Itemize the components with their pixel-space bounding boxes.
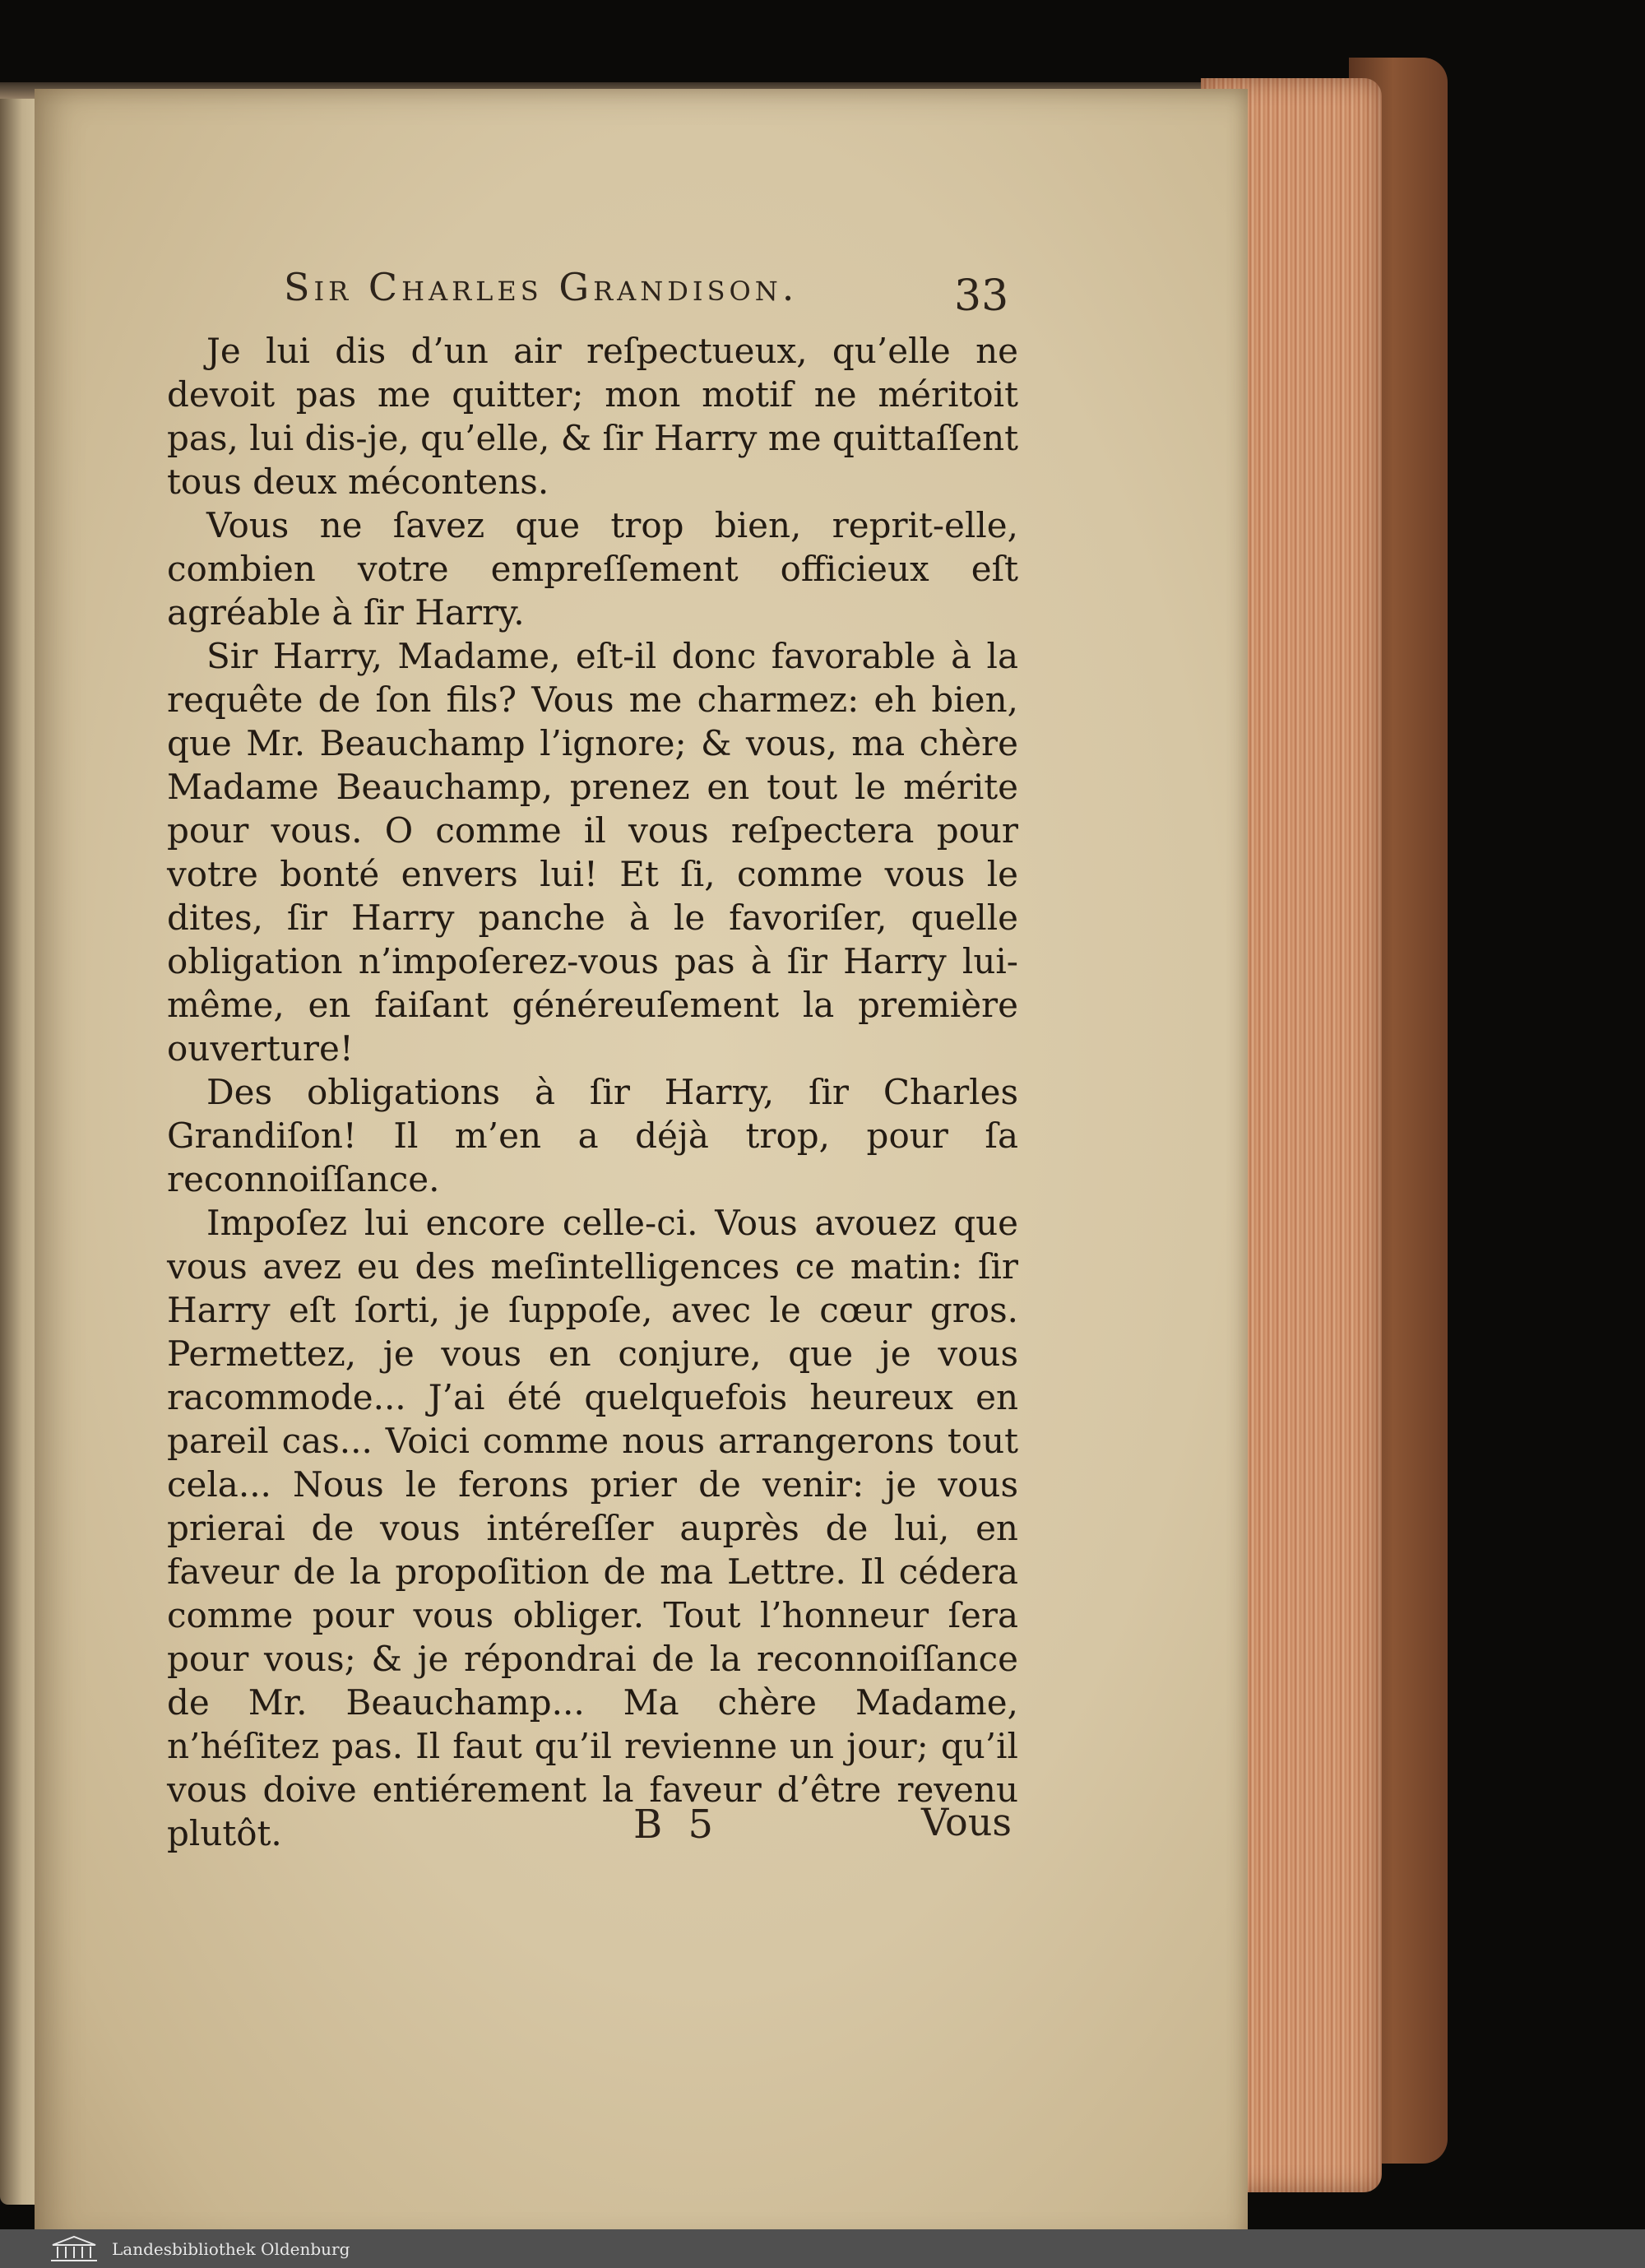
page-number: 33: [954, 271, 1009, 321]
paragraph: Vous ne ſavez que trop bien, reprit-elle, combien votre empreſſement officieux eſt agréable à ſir Harry.: [167, 505, 1018, 633]
library-footer-bar: [0, 2229, 1645, 2268]
library-building-icon: [49, 2235, 99, 2263]
text-block: [167, 329, 1018, 1855]
signature-mark: B 5: [633, 1802, 721, 1848]
paragraph: Des obligations à ſir Harry, ſir Charles Grandiſon! Il m’en a déjà trop, pour ſa reconnoiſſance.: [167, 1072, 1018, 1199]
catchword: Vous: [921, 1800, 1012, 1844]
paragraph: Je lui dis d’un air reſpectueux, qu’elle ne devoit pas me quitter; mon motif ne méritoit pas, lui dis-je, qu’elle, & ſir Harry me quittaſſent tous deux mécontens.: [167, 331, 1018, 502]
paragraph: Sir Harry, Madame, eſt-il donc favorable à la requête de ſon fils? Vous me charmez: eh bien, que Mr. Beauchamp l’ignore; & vous, ma chère Madame Beauchamp, prenez en tout le mérite pour vous. O comme il vous reſpectera pour votre bonté envers lui! Et ſi, comme vous le dites, ſir Harry panche à le favoriſer, quelle obligation n’impoſerez-vous pas à ſir Harry lui-même, en faiſant généreuſement la première ouverture!: [167, 636, 1018, 1069]
library-name: Landesbibliothek Oldenburg: [112, 2238, 350, 2259]
paragraph: Impoſez lui encore celle-ci. Vous avouez que vous avez eu des meſintelligences ce matin: ſir Harry eſt ſorti, je ſuppoſe, avec le cœur gros. Permettez, je vous en conjure, que je vous racommode... J’ai été quelquefois heureux en pareil cas... Voici comme nous arrangerons tout cela... Nous le ferons prier de venir: je vous prierai de vous intéreſſer auprès de lui, en faveur de la propoſition de ma Lettre. Il cédera comme pour vous obliger. Tout l’honneur ſera pour vous; & je répondrai de la reconnoiſſance de Mr. Beauchamp... Ma chère Madame, n’héſitez pas. Il faut qu’il revienne un jour; qu’il vous doive entiérement la faveur d’être revenu plutôt.: [167, 1203, 1018, 1853]
running-head: Sir Charles Grandison.: [284, 265, 799, 309]
